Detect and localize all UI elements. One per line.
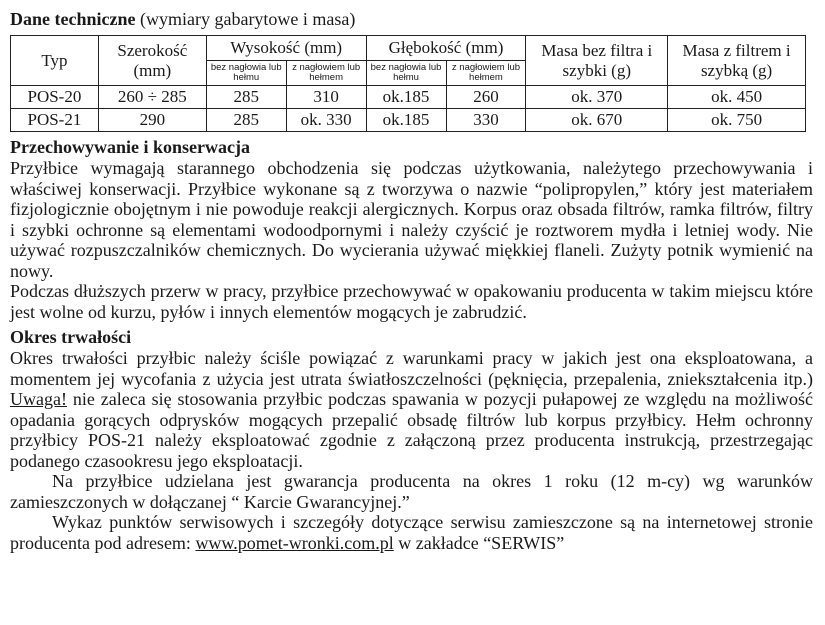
cell: ok.185 bbox=[366, 109, 446, 132]
cell: 310 bbox=[286, 86, 366, 109]
paragraph-konserwacja: Przyłbice wymagają starannego obchodzenia się podczas użytkowania, należytego przechowywania i właściwej konserwacji. Przyłbice wykonane są z tworzywa o nazwie “polipropylen,” który jest materiałem fizjologicznie obojętnym i nie powoduje reakcji alergicznych. Korpus oraz obsada filtrów, ramka filtrów, filtry i szybki ochronne są elementami wodoodpornymi i należy czyścić je roztworem mydła i letniej wody. Nie używać rozpuszczalników chemicznych. Do wycierania używać miękkiej flaneli. Zużyty potnik wymienić na nowy. bbox=[10, 158, 813, 281]
spec-table bbox=[10, 35, 806, 132]
cell: POS-21 bbox=[11, 109, 99, 132]
header-szerokosc: Szerokość (mm) bbox=[98, 36, 206, 86]
subheader-wys-bez: bez nagłowia lub hełmu bbox=[206, 61, 286, 86]
text-serwis: Wykaz punktów serwisowych i szczegóły dotyczące serwisu zamieszczone są na internetowej stronie producenta pod adresem: bbox=[10, 512, 813, 553]
cell: ok. 670 bbox=[526, 109, 668, 132]
table-row bbox=[11, 109, 806, 132]
header-wysokosc: Wysokość (mm) bbox=[206, 36, 366, 61]
text-zakladka: w zakładce “SERWIS” bbox=[398, 532, 565, 553]
cell: ok. 370 bbox=[526, 86, 668, 109]
cell: 260 ÷ 285 bbox=[98, 86, 206, 109]
paragraph-gwarancja: Na przyłbice udzielana jest gwarancja producenta na okres 1 roku (12 m-cy) wg warunków zamieszczonych w dołączanej “ Karcie Gwarancyjnej.” bbox=[10, 471, 813, 512]
header-masa-bez: Masa bez filtra i szybki (g) bbox=[526, 36, 668, 86]
cell: ok. 450 bbox=[668, 86, 806, 109]
title-bold: Dane techniczne bbox=[10, 9, 136, 29]
cell: 285 bbox=[206, 109, 286, 132]
header-glebokosc: Głębokość (mm) bbox=[366, 36, 526, 61]
text-uwaga: nie zaleca się stosowania przyłbic podczas spawania w pozycji pułapowej ze względu na możliwość opadania gorących odprysków mogących przepalić obsadę filtrów lub korpus przyłbicy. Hełm ochronny przyłbicy POS-21 należy eksploatować zgodnie z załączoną przez producenta instrukcją, przestrzegając podanego czasookresu jego eksploatacji. bbox=[10, 389, 814, 471]
cell: ok. 330 bbox=[286, 109, 366, 132]
table-row bbox=[11, 86, 806, 109]
cell: 260 bbox=[446, 86, 526, 109]
section-title-przechowywanie: Przechowywanie i konserwacja bbox=[10, 137, 250, 157]
cell: 290 bbox=[98, 109, 206, 132]
section-title-dane-techniczne bbox=[10, 8, 825, 30]
cell: 330 bbox=[446, 109, 526, 132]
section-title-okres-trwalosci: Okres trwałości bbox=[10, 327, 132, 347]
uwaga-label: Uwaga! bbox=[10, 389, 67, 409]
cell: ok. 750 bbox=[668, 109, 806, 132]
subheader-gleb-bez: bez nagłowia lub hełmu bbox=[366, 61, 446, 86]
subheader-gleb-z: z nagłowiem lub hełmem bbox=[446, 61, 526, 86]
cell: 285 bbox=[206, 86, 286, 109]
title-rest: (wymiary gabarytowe i masa) bbox=[139, 9, 356, 29]
paragraph-przechowywanie: Podczas dłuższych przerw w pracy, przyłbice przechowywać w opakowaniu producenta w takim miejscu które jest wolne od kurzu, pyłów i innych elementów mogących je zabrudzić. bbox=[10, 281, 813, 322]
website-link[interactable]: www.pomet-wronki.com.pl bbox=[195, 532, 394, 553]
text-okres: Okres trwałości przyłbic należy ściśle powiązać z warunkami pracy w jakich jest ona eksploatowana, a momentem jej wycofania z użycia jest utrata światłoszczelności (pęknięcia, przepalenia, zniekształcenia itp.) bbox=[10, 348, 813, 389]
subheader-wys-z: z nagłowiem lub hełmem bbox=[286, 61, 366, 86]
header-typ: Typ bbox=[11, 36, 99, 86]
paragraph-serwis bbox=[10, 512, 825, 553]
cell: POS-20 bbox=[11, 86, 99, 109]
header-masa-z: Masa z filtrem i szybką (g) bbox=[668, 36, 806, 86]
cell: ok.185 bbox=[366, 86, 446, 109]
paragraph-okres-trwalosci bbox=[10, 348, 825, 471]
